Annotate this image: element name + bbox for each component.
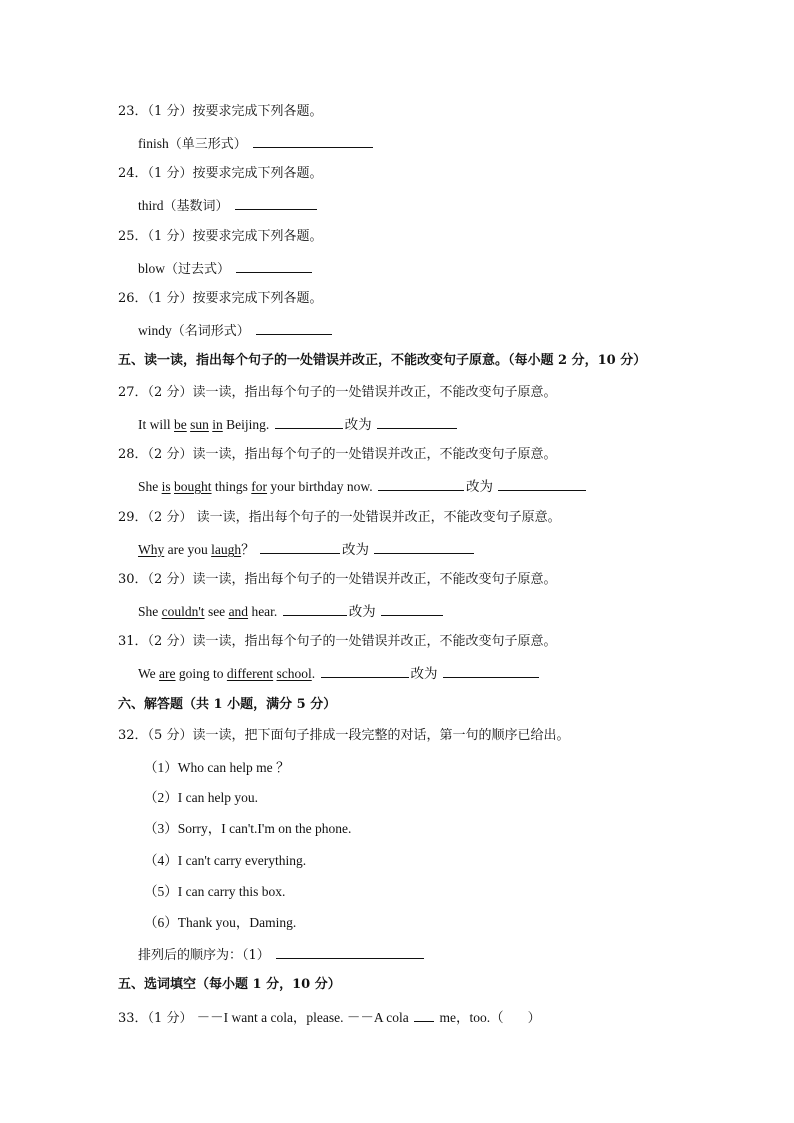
sentence-text: －－I want a cola，please. －－A cola [196, 1010, 413, 1025]
sentence-text: ？ [241, 542, 255, 557]
task-hint: （单三形式） [168, 137, 247, 152]
underlined-word: be [174, 417, 187, 432]
task-word: blow [138, 261, 165, 276]
sentence-text: ） [527, 1011, 541, 1026]
question-32-head: 32．（5 分）读一读，把下面句子排成一段完整的对话，第一句的顺序已给出。 [118, 728, 570, 743]
question-25-head: 25．（1 分）按要求完成下列各题。 [118, 229, 323, 244]
question-26-task [138, 322, 334, 340]
sentence-text: . [311, 666, 316, 681]
section-6-title: 六、解答题（共 1 小题，满分 5 分） [118, 697, 337, 712]
sentence-text: Beijing. [222, 417, 270, 432]
section-5b-title: 五、选词填空（每小题 1 分，10 分） [118, 977, 341, 992]
fill-blank[interactable] [414, 1009, 434, 1022]
answer-blank[interactable] [235, 197, 317, 210]
change-to-label: 改为 [466, 479, 494, 494]
correction-blank[interactable] [498, 478, 586, 491]
question-28-sentence [138, 478, 588, 495]
order-answer-row [138, 946, 426, 964]
dialogue-item: （2）I can help you. [144, 790, 258, 805]
underlined-word: couldn't [161, 604, 205, 619]
underlined-word: for [251, 479, 268, 494]
task-word: finish [138, 136, 169, 151]
underlined-word: are [159, 666, 176, 681]
underlined-word: different [226, 666, 274, 681]
question-29-head: 29．（2 分） 读一读，指出每个句子的一处错误并改正，不能改变句子原意。 [118, 510, 561, 525]
underlined-word: and [228, 604, 249, 619]
question-30-head: 30．（2 分）读一读，指出每个句子的一处错误并改正，不能改变句子原意。 [118, 572, 557, 587]
sentence-text: are you [164, 542, 212, 557]
sentence-text: We [138, 666, 160, 681]
dialogue-item: （3）Sorry，I can't.I'm on the phone. [144, 821, 352, 836]
error-blank[interactable] [378, 478, 464, 491]
sentence-text: things [211, 479, 252, 494]
underlined-word: school [276, 666, 312, 681]
answer-blank[interactable] [236, 260, 312, 273]
error-blank[interactable] [275, 416, 343, 429]
answer-blank[interactable] [256, 322, 332, 335]
underlined-word: laugh [211, 542, 242, 557]
sentence-text: It will [138, 417, 174, 432]
question-33 [118, 1009, 541, 1027]
task-hint: （基数词） [163, 199, 229, 214]
question-27-head: 27．（2 分）读一读，指出每个句子的一处错误并改正，不能改变句子原意。 [118, 385, 557, 400]
answer-blank[interactable] [253, 135, 373, 148]
question-31-head: 31．（2 分）读一读，指出每个句子的一处错误并改正，不能改变句子原意。 [118, 634, 557, 649]
task-hint: （名词形式） [171, 324, 250, 339]
change-to-label: 改为 [410, 666, 438, 681]
question-31-sentence [138, 665, 541, 682]
question-28-head: 28．（2 分）读一读，指出每个句子的一处错误并改正，不能改变句子原意。 [118, 447, 557, 462]
dialogue-item: （1）Who can help me ？ [144, 760, 290, 775]
sentence-text: me，too.（ [436, 1010, 504, 1025]
dialogue-item: （5）I can carry this box. [144, 884, 286, 899]
task-hint: （过去式） [165, 262, 231, 277]
change-to-label: 改为 [344, 417, 372, 432]
change-to-label: 改为 [348, 604, 376, 619]
underlined-word: Why [138, 542, 165, 557]
section-5-title: 五、读一读，指出每个句子的一处错误并改正，不能改变句子原意。（每小题 2 分，10 分） [118, 353, 647, 368]
sentence-text: going to [175, 666, 227, 681]
error-blank[interactable] [283, 603, 347, 616]
task-word: windy [138, 323, 172, 338]
sentence-text: hear. [248, 604, 278, 619]
question-23-head: 23．（1 分）按要求完成下列各题。 [118, 104, 323, 119]
correction-blank[interactable] [377, 416, 457, 429]
question-24-task [138, 197, 319, 215]
correction-blank[interactable] [374, 541, 474, 554]
sentence-text: She [138, 604, 162, 619]
error-blank[interactable] [321, 665, 409, 678]
underlined-word: bought [174, 479, 212, 494]
sentence-text: She [138, 479, 162, 494]
dialogue-item: （4）I can't carry everything. [144, 853, 307, 868]
question-23-task [138, 135, 375, 153]
error-blank[interactable] [260, 541, 340, 554]
question-29-sentence [138, 541, 476, 558]
underlined-word: is [161, 479, 171, 494]
order-blank[interactable] [276, 946, 424, 959]
question-33-number: 33．（1 分） [118, 1011, 193, 1026]
dialogue-item: （6）Thank you，Daming. [144, 915, 297, 930]
sentence-text: your birthday now. [267, 479, 373, 494]
order-label: 排列后的顺序为：（1） [138, 948, 270, 963]
question-25-task [138, 260, 314, 278]
sentence-text: see [204, 604, 229, 619]
question-24-head: 24．（1 分）按要求完成下列各题。 [118, 166, 323, 181]
task-word: third [138, 198, 164, 213]
underlined-word: in [212, 417, 223, 432]
change-to-label: 改为 [341, 542, 369, 557]
underlined-word: sun [190, 417, 209, 432]
question-26-head: 26．（1 分）按要求完成下列各题。 [118, 291, 323, 306]
question-30-sentence [138, 603, 445, 620]
correction-blank[interactable] [443, 665, 539, 678]
question-27-sentence [138, 416, 459, 433]
correction-blank[interactable] [381, 603, 443, 616]
